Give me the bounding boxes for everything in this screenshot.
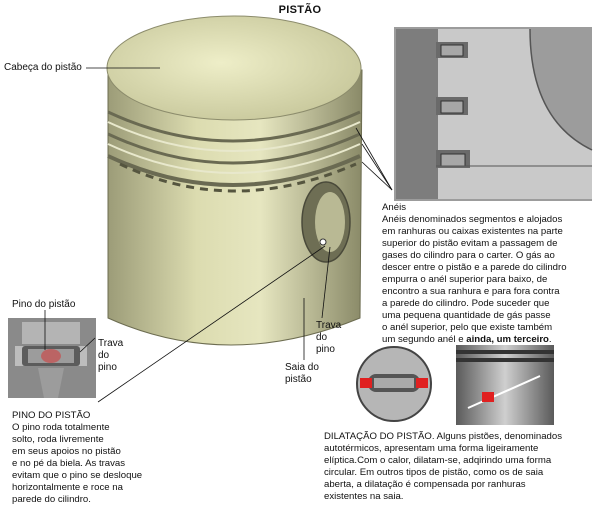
pin-line: O pino roda totalmente: [12, 422, 110, 433]
label-pin-lock: [316, 320, 341, 356]
label-line: pino: [98, 362, 117, 373]
pin-line: e no pé da biela. As travas: [12, 458, 126, 469]
rings-line: Anéis denominados segmentos e alojados: [382, 214, 563, 225]
rings-line: a parede do cilindro. Pode suceder que: [382, 298, 550, 309]
rings-line: um segundo anél e ainda, um terceiro.: [382, 334, 552, 345]
dilatation-caption: [324, 431, 598, 503]
label-line: Trava: [98, 338, 124, 349]
label-piston-head: Cabeça do pistão: [4, 62, 82, 73]
pin-line: horizontalmente e roce na: [12, 482, 123, 493]
rings-emphasis: ainda, um terceiro: [466, 334, 549, 345]
label-line: pistão: [285, 374, 312, 385]
dilatation-line: [324, 431, 598, 443]
pin-line: em seus apoios no pistão: [12, 446, 121, 457]
label-line: do: [98, 350, 110, 361]
dilatation-heading: DILATAÇÃO DO PISTÃO.: [324, 431, 435, 442]
label-line: Saia do: [285, 362, 319, 373]
rings-line: empurra o anél superior para baixo, de: [382, 274, 548, 285]
diagram-title: PISTÃO: [278, 4, 322, 16]
dilatation-first: Alguns pistões, denominados: [436, 431, 563, 442]
rings-line: superior do pistão evitam a passagem de: [382, 238, 558, 249]
rings-line: descer entre o pistão e a parede do cilindro: [382, 262, 567, 273]
rings-caption: [382, 202, 596, 346]
label-line: pino: [316, 344, 335, 355]
pin-line: evitam que o pino se desloque: [12, 470, 143, 481]
pin-line: parede do cilindro.: [12, 494, 91, 505]
dilatation-line: circular. Em outros tipos de pistão, como os de saia: [324, 467, 544, 478]
dilatation-illustrations: [357, 345, 554, 425]
label-piston-skirt: [285, 362, 319, 386]
dilatation-line: elíptica.Com o calor, dilatam-se, adqirindo uma forma: [324, 455, 552, 466]
pin-line: solto, roda livremente: [12, 434, 104, 445]
dilatation-line: existentes na saia.: [324, 491, 404, 502]
rings-line: uma pequena quantidade de gás passe: [382, 310, 551, 321]
rings-heading: Anéis: [382, 202, 406, 213]
label-pin-lock-small: [98, 338, 123, 374]
pin-heading: PINO DO PISTÃO: [12, 410, 91, 421]
piston-illustration: [107, 16, 362, 345]
dilatation-line: autotérmicos, apresentam uma forma ligeiramente: [324, 443, 539, 454]
rings-line: o anél superior, pelo que existe também: [382, 322, 553, 333]
pin-caption: [12, 410, 192, 506]
label-line: Trava: [316, 320, 342, 331]
rings-end: .: [548, 334, 552, 345]
pin-detail-illustration: [8, 318, 96, 398]
rings-line: encontro a sua ranhura e para fora contra: [382, 286, 560, 297]
label-piston-pin: Pino do pistão: [12, 299, 76, 310]
rings-line: em ranhuras ou caixas existentes na parte: [382, 226, 563, 237]
label-line: do: [316, 332, 328, 343]
ring-detail-illustration: [394, 27, 592, 201]
rings-line: gases do cilindro para o carter. O gás ao: [382, 250, 555, 261]
dilatation-line: aberta, a dilatação é compensada por ranhuras: [324, 479, 526, 490]
